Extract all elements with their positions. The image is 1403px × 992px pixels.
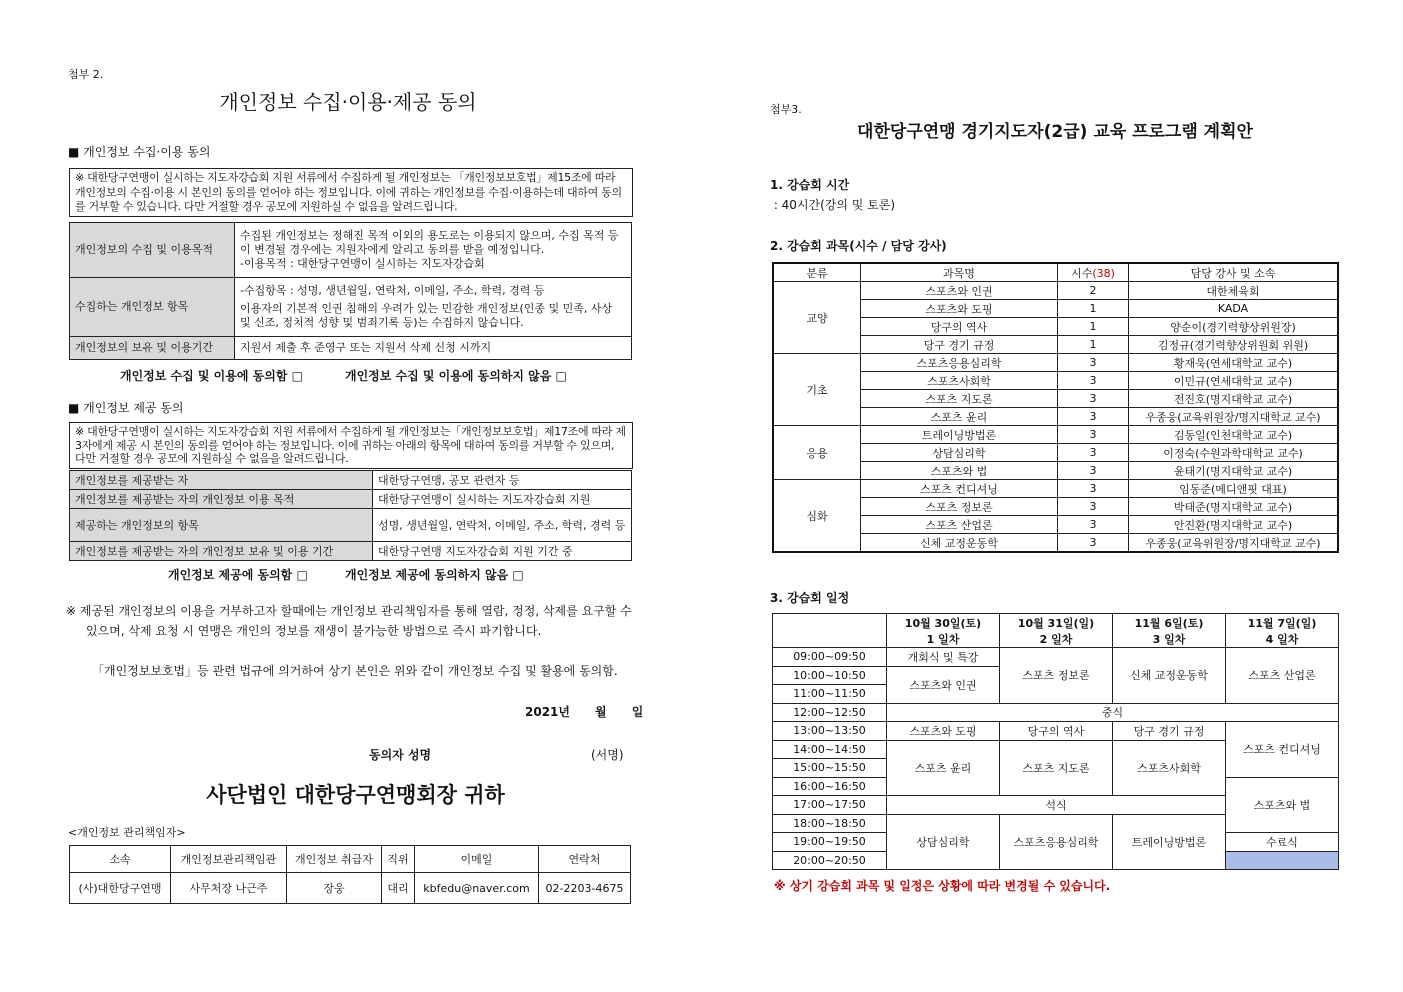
day-number: 3 일차: [1152, 632, 1186, 646]
section-1-heading: 1. 강습회 시간: [770, 178, 850, 192]
mgr-value: (사)대한당구연맹: [70, 873, 171, 904]
day-header-2: [1000, 614, 1113, 648]
course-hours: 1: [1058, 300, 1129, 318]
session-cell: 스포츠 컨디셔닝: [1226, 722, 1339, 778]
day-number: 4 일차: [1265, 632, 1299, 646]
course-lecturer: 대한체육회: [1129, 282, 1339, 300]
course-row: [773, 480, 1338, 498]
section-1-text: : 40시간(강의 및 토론): [770, 198, 896, 212]
course-row: [773, 354, 1338, 372]
day-number: 1 일차: [926, 632, 960, 646]
course-subject: 신체 교정운동학: [861, 534, 1058, 553]
course-category: 응용: [773, 426, 861, 480]
course-subject: 스포츠사회학: [861, 372, 1058, 390]
collection-table: [69, 222, 632, 360]
empty-highlight-cell: [1226, 851, 1339, 870]
course-lecturer: 박태준(명지대학교 교수): [1129, 498, 1339, 516]
mgr-email[interactable]: kbfedu@naver.com: [415, 873, 539, 904]
attachment-label-right: 첨부3.: [770, 103, 802, 116]
session-cell: 스포츠응용심리학: [1000, 814, 1113, 870]
course-header-lecturer: 담당 강사 및 소속: [1129, 263, 1339, 282]
course-hours: 1: [1058, 336, 1129, 354]
provision-table: [69, 470, 632, 561]
time-slot: 20:00~20:50: [773, 851, 887, 870]
consent-statement: 「개인정보보호법」등 관련 법규에 의거하여 상기 본인은 위와 같이 개인정보 수집 및 활용에 동의함.: [92, 664, 618, 678]
deletion-notice-line1: ※ 제공된 개인정보의 이용을 거부하고자 할때에는 개인정보 관리책임자를 통해 열람, 정정, 삭제를 요구할 수: [66, 604, 632, 618]
mgr-value: 장웅: [287, 873, 382, 904]
mgr-header: 소속: [70, 846, 171, 873]
course-subject: 스포츠 지도론: [861, 390, 1058, 408]
time-slot: 17:00~17:50: [773, 796, 887, 815]
course-category: 심화: [773, 480, 861, 553]
section-3-heading: 3. 강습회 일정: [770, 591, 850, 605]
recipient-period-label: 개인정보를 제공받는 자의 개인정보 보유 및 이용 기간: [70, 542, 373, 561]
session-cell: 트레이닝방법론: [1113, 814, 1226, 870]
course-lecturer: 황재욱(연세대학교 교수): [1129, 354, 1339, 372]
course-subject: 스포츠 산업론: [861, 516, 1058, 534]
course-hours: 3: [1058, 462, 1129, 480]
mgr-header: 연락처: [539, 846, 631, 873]
time-slot: 11:00~11:50: [773, 685, 887, 704]
course-hours: 3: [1058, 354, 1129, 372]
course-subject: 당구 경기 규정: [861, 336, 1058, 354]
course-header-category: 분류: [773, 263, 861, 282]
day-header-1: [887, 614, 1000, 648]
hours-label: 시수: [1071, 266, 1093, 280]
items-line: -수집항목 : 성명, 생년월일, 연락처, 이메일, 주소, 학력, 경력 등: [240, 284, 545, 297]
provision-agree-checkbox[interactable]: 개인정보 제공에 동의함 □: [168, 568, 308, 582]
manager-table: [69, 845, 631, 904]
time-slot: 18:00~18:50: [773, 814, 887, 833]
course-subject: 스포츠와 법: [861, 462, 1058, 480]
signer-label: 동의자 성명: [369, 748, 432, 762]
section-heading-provision: ■ 개인정보 제공 동의: [68, 401, 184, 415]
course-subject: 트레이닝방법론: [861, 426, 1058, 444]
course-subject: 스포츠 정보론: [861, 498, 1058, 516]
schedule-corner: [773, 614, 887, 648]
session-cell: 상담심리학: [887, 814, 1000, 870]
course-subject: 스포츠와 도핑: [861, 300, 1058, 318]
session-cell: 스포츠와 인권: [887, 666, 1000, 703]
course-hours: 3: [1058, 516, 1129, 534]
time-slot: 10:00~10:50: [773, 666, 887, 685]
day-header-3: [1113, 614, 1226, 648]
course-hours: 2: [1058, 282, 1129, 300]
course-row: [773, 426, 1338, 444]
session-cell: 스포츠 산업론: [1226, 648, 1339, 704]
collection-disagree-checkbox[interactable]: 개인정보 수집 및 이용에 동의하지 않음 □: [345, 369, 567, 383]
session-cell: 당구 경기 규정: [1113, 722, 1226, 741]
course-subject: 당구의 역사: [861, 318, 1058, 336]
section-2-heading: 2. 강습회 과목(시수 / 담당 강사): [770, 239, 947, 253]
attachment-label: 첨부 2.: [68, 68, 104, 81]
course-lecturer: 전진호(명지대학교 교수): [1129, 390, 1339, 408]
purpose-line: 수집된 개인정보는 정해진 목적 이외의 용도로는 이용되지 않으며, 수집 목적 등이 변경될 경우에는 지원자에게 알리고 동의를 받을 예정입니다.: [240, 229, 619, 256]
mgr-value: 02-2203-4675: [539, 873, 631, 904]
course-category: 기초: [773, 354, 861, 426]
mgr-value: 사무처장 나근주: [171, 873, 287, 904]
purpose-value: [235, 223, 632, 278]
recipient-value: 대한당구연맹, 공모 관련자 등: [373, 471, 632, 490]
items-value: [235, 278, 632, 337]
closing-cell: 수료식: [1226, 833, 1339, 852]
course-hours: 3: [1058, 408, 1129, 426]
day-date: 10월 30일(토): [904, 616, 982, 630]
course-hours: 3: [1058, 444, 1129, 462]
course-lecturer: KADA: [1129, 300, 1339, 318]
session-cell: 당구의 역사: [1000, 722, 1113, 741]
course-lecturer: 김정규(경기력향상위원회 위원): [1129, 336, 1339, 354]
purpose-line: -이용목적 : 대한당구연맹이 실시하는 지도자강습회: [240, 257, 485, 270]
schedule-footnote: ※ 상기 강습회 과목 및 일정은 상황에 따라 변경될 수 있습니다.: [774, 879, 1111, 893]
provision-notice: ※ 대한당구연맹이 실시하는 지도자강습회 지원 서류에서 수집하게 될 개인정보는「개인정보보호법」제17조에 따라 제3자에게 제공 시 본인의 동의를 얻어야 하는 정보입니다. 이에 귀하는 아래의 항목에 대하여 동의를 거부할 수 있으며, 다만 거절할 경우 공모에 지원하실 수 없음을 알려드립니다.: [69, 422, 633, 469]
course-subject: 상담심리학: [861, 444, 1058, 462]
hours-total: (38): [1092, 266, 1115, 280]
course-hours: 1: [1058, 318, 1129, 336]
time-slot: 09:00~09:50: [773, 648, 887, 667]
course-hours: 3: [1058, 426, 1129, 444]
provision-disagree-checkbox[interactable]: 개인정보 제공에 동의하지 않음 □: [345, 568, 524, 582]
day-date: 11월 6일(토): [1134, 616, 1204, 630]
session-cell: 스포츠 지도론: [1000, 740, 1113, 796]
recipient-period-value: 대한당구연맹 지도자강습회 지원 기간 중: [373, 542, 632, 561]
items-line: 이용자의 기본적 인권 침해의 우려가 있는 민감한 개인정보(인종 및 민족, 사상 및 신조, 정치적 성향 및 범죄기록 등)는 수집하지 않습니다.: [240, 302, 613, 329]
recipient-purpose-label: 개인정보를 제공받는 자의 개인정보 이용 목적: [70, 490, 373, 509]
mgr-header: 개인정보관리책임관: [171, 846, 287, 873]
course-hours: 3: [1058, 534, 1129, 553]
mgr-header: 직위: [382, 846, 415, 873]
course-table: [772, 262, 1339, 553]
course-subject: 스포츠 컨디셔닝: [861, 480, 1058, 498]
addressee: 사단법인 대한당구연맹회장 귀하: [206, 783, 505, 807]
mgr-header: 개인정보 취급자: [287, 846, 382, 873]
page-title: 개인정보 수집·이용·제공 동의: [219, 90, 477, 114]
time-slot: 14:00~14:50: [773, 740, 887, 759]
signature-mark: (서명): [591, 748, 624, 762]
session-cell: 개회식 및 특강: [887, 648, 1000, 667]
collection-notice: ※ 대한당구연맹이 실시하는 지도자강습회 지원 서류에서 수집하게 될 개인정보는 「개인정보보호법」제15조에 따라 개인정보의 수집·이용 시 본인의 동의를 얻어야 하는 정보입니다. 이에 귀하는 개인정보를 수집·이용하는데 대하여 동의를 거부할 수 있습니다. 다만 거절할 경우 공모에 지원하실 수 없음을 알려드립니다.: [69, 168, 633, 217]
course-lecturer: 우종웅(교육위원장/명지대학교 교수): [1129, 408, 1339, 426]
program-title: 대한당구연맹 경기지도자(2급) 교육 프로그램 계획안: [857, 122, 1253, 142]
provided-items-label: 제공하는 개인정보의 항목: [70, 509, 373, 542]
deletion-notice-line2: 있으며, 삭제 요청 시 연맹은 개인의 정보를 재생이 불가능한 방법으로 즉시 파기합니다.: [86, 624, 542, 638]
course-lecturer: 김동일(인천대학교 교수): [1129, 426, 1339, 444]
day-date: 11월 7일(일): [1247, 616, 1317, 630]
session-cell: 신체 교정운동학: [1113, 648, 1226, 704]
session-cell: 스포츠 정보론: [1000, 648, 1113, 704]
schedule-table: [772, 613, 1339, 870]
dinner-cell: 석식: [887, 796, 1226, 815]
course-lecturer: 안진환(명지대학교 교수): [1129, 516, 1339, 534]
course-subject: 스포츠응용심리학: [861, 354, 1058, 372]
course-subject: 스포츠와 인권: [861, 282, 1058, 300]
time-slot: 19:00~19:50: [773, 833, 887, 852]
course-lecturer: 이정숙(수원과학대학교 교수): [1129, 444, 1339, 462]
session-cell: 스포츠와 도핑: [887, 722, 1000, 741]
time-slot: 15:00~15:50: [773, 759, 887, 778]
day-date: 10월 31일(일): [1017, 616, 1095, 630]
manager-caption: <개인정보 관리책임자>: [68, 826, 186, 839]
time-slot: 13:00~13:50: [773, 722, 887, 741]
course-lecturer: 양순이(경기력향상위원장): [1129, 318, 1339, 336]
course-hours: 3: [1058, 390, 1129, 408]
day-number: 2 일차: [1039, 632, 1073, 646]
time-slot: 16:00~16:50: [773, 777, 887, 796]
time-slot: 12:00~12:50: [773, 703, 887, 722]
course-lecturer: 우종웅(교육위원장/명지대학교 교수): [1129, 534, 1339, 553]
items-label: 수집하는 개인정보 항목: [70, 278, 235, 337]
session-cell: 스포츠 윤리: [887, 740, 1000, 796]
collection-agree-checkbox[interactable]: 개인정보 수집 및 이용에 동의함 □: [120, 369, 303, 383]
course-hours: 3: [1058, 372, 1129, 390]
course-hours: 3: [1058, 480, 1129, 498]
mgr-value: 대리: [382, 873, 415, 904]
period-value: 지원서 제출 후 준영구 또는 지원서 삭제 신청 시까지: [235, 337, 632, 360]
course-lecturer: 윤태기(명지대학교 교수): [1129, 462, 1339, 480]
course-hours: 3: [1058, 498, 1129, 516]
course-category: 교양: [773, 282, 861, 354]
course-row: [773, 282, 1338, 300]
course-header-subject: 과목명: [861, 263, 1058, 282]
mgr-header: 이메일: [415, 846, 539, 873]
course-lecturer: 임동준(메디앤핏 대표): [1129, 480, 1339, 498]
course-subject: 스포츠 윤리: [861, 408, 1058, 426]
purpose-label: 개인정보의 수집 및 이용목적: [70, 223, 235, 278]
period-label: 개인정보의 보유 및 이용기간: [70, 337, 235, 360]
course-header-hours: [1058, 263, 1129, 282]
recipient-purpose-value: 대한당구연맹이 실시하는 지도자강습회 지원: [373, 490, 632, 509]
provided-items-value: 성명, 생년월일, 연락처, 이메일, 주소, 학력, 경력 등: [373, 509, 632, 542]
section-heading-collection: ■ 개인정보 수집·이용 동의: [68, 145, 211, 159]
consent-date: 2021년 월 일: [525, 705, 644, 719]
recipient-label: 개인정보를 제공받는 자: [70, 471, 373, 490]
day-header-4: [1226, 614, 1339, 648]
course-lecturer: 이민규(연세대학교 교수): [1129, 372, 1339, 390]
session-cell: 스포츠와 법: [1226, 777, 1339, 833]
lunch-cell: 중식: [887, 703, 1339, 722]
session-cell: 스포츠사회학: [1113, 740, 1226, 796]
